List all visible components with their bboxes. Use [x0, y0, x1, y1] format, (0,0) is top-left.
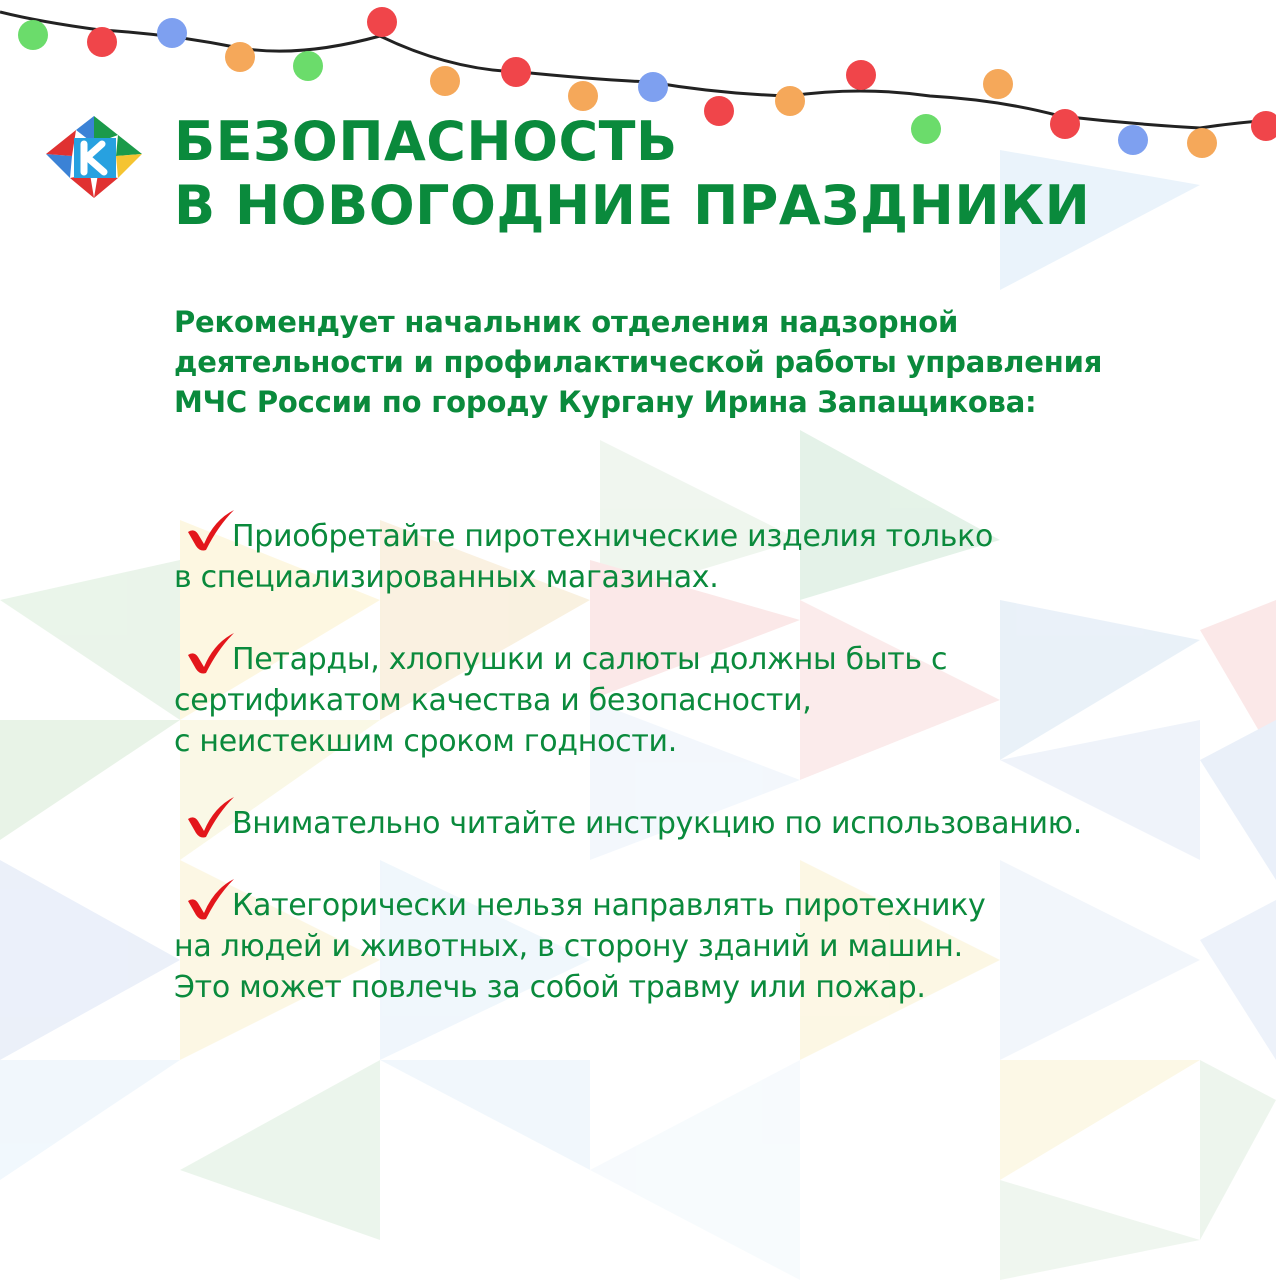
tip-2-line-2: сертификатом качества и безопасности, — [174, 683, 812, 718]
red-checkmark-icon — [184, 795, 236, 839]
tip-line — [174, 631, 947, 680]
tip-line — [174, 508, 993, 557]
tip-2-line-3: с неистекшим сроком годности. — [174, 724, 677, 759]
list-item — [174, 877, 985, 1008]
list-item — [174, 795, 1082, 844]
list-item — [174, 508, 993, 598]
tip-1-line-2: в специализированных магазинах. — [174, 560, 719, 595]
intro-line-2: деятельности и профилактической работы управления — [174, 345, 1103, 379]
tip-3-line-1: Внимательно читайте инструкцию по использованию. — [232, 806, 1082, 841]
list-item — [174, 631, 947, 762]
tip-4-line-1: Категорически нельзя направлять пиротехнику — [232, 888, 986, 923]
kurgan-logo-icon — [46, 116, 142, 198]
red-checkmark-icon — [184, 631, 236, 675]
red-checkmark-icon — [184, 508, 236, 552]
tip-line — [174, 795, 1082, 844]
tip-1-line-1: Приобретайте пиротехнические изделия только — [232, 519, 994, 554]
page-title — [174, 110, 1090, 238]
title-line-2: В НОВОГОДНИЕ ПРАЗДНИКИ — [174, 174, 1091, 237]
intro-text — [174, 302, 1102, 422]
intro-line-1: Рекомендует начальник отделения надзорной — [174, 305, 959, 339]
tip-line — [174, 877, 985, 926]
tip-4-line-3: Это может повлечь за собой травму или пожар. — [174, 970, 926, 1005]
tip-4-line-2: на людей и животных, в сторону зданий и машин. — [174, 929, 963, 964]
red-checkmark-icon — [184, 877, 236, 921]
tip-2-line-1: Петарды, хлопушки и салюты должны быть с — [232, 642, 948, 677]
title-line-1: БЕЗОПАСНОСТЬ — [174, 110, 678, 173]
intro-line-3: МЧС России по городу Кургану Ирина Запащикова: — [174, 385, 1037, 419]
